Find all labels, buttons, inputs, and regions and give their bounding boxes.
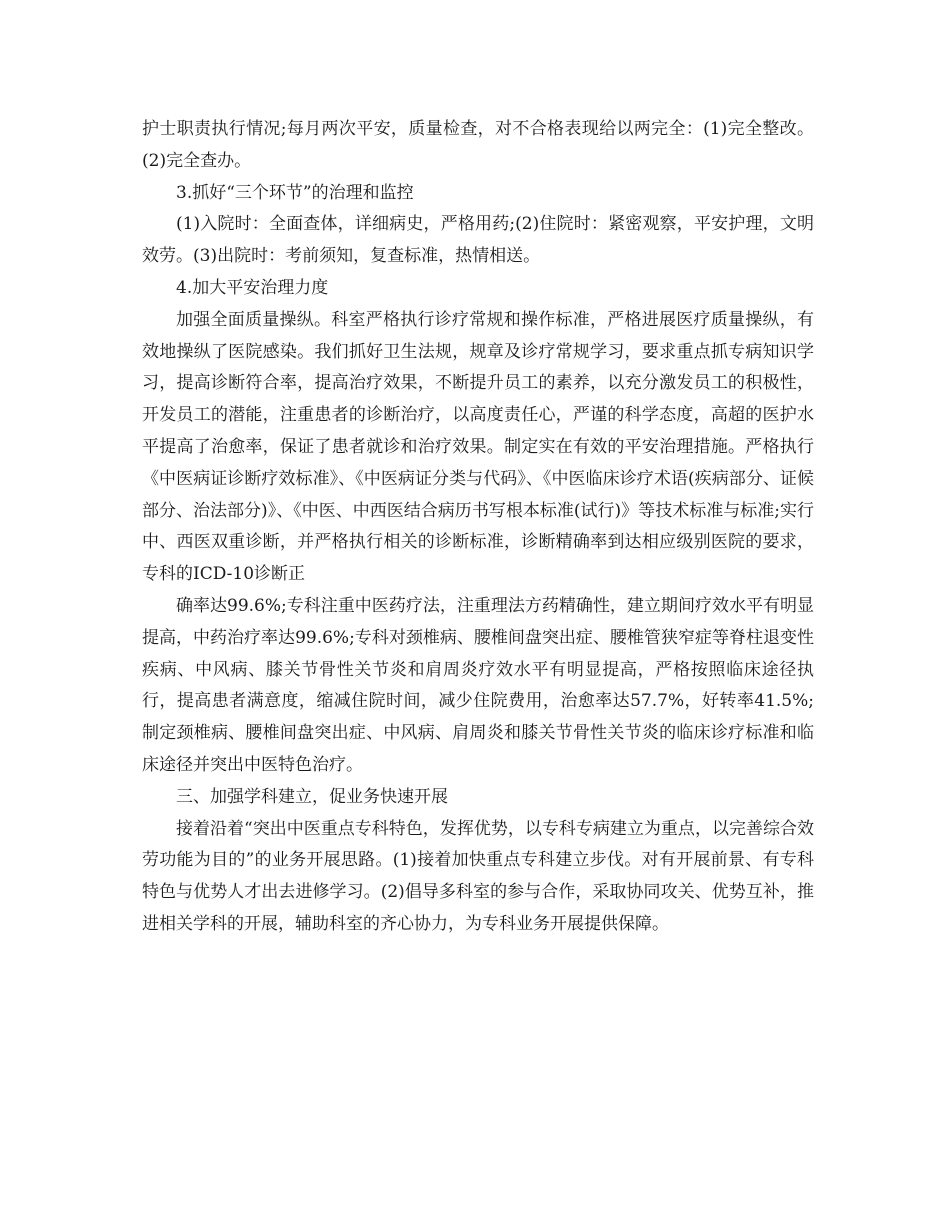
heading-discipline-building: 三、加强学科建立，促业务快速开展: [176, 786, 448, 807]
paragraph-nurse-duties: 护士职责执行情况;每月两次平安，质量检查，对不合格表现给以两完全：(1)完全整改。(2)完全查办。: [142, 119, 814, 171]
heading-safety-management: 4.加大平安治理力度: [176, 277, 329, 298]
document-body: [142, 114, 814, 941]
heading-three-links: 3.抓好“三个环节”的治理和监控: [176, 182, 414, 203]
paragraph-quality-control: 加强全面质量操纵。科室严格执行诊疗常规和操作标准，严格进展医疗质量操纵，有效地操纵了医院感染。我们抓好卫生法规，规章及诊疗常规学习，要求重点抓专病知识学习，提高诊断符合率，提高治疗效果，不断提升员工的素养，以充分激发员工的积极性，开发员工的潜能，注重患者的诊断治疗，以高度责任心，严谨的科学态度，高超的医护水平提高了治愈率，保证了患者就诊和治疗效果。制定实在有效的平安治理措施。严格执行《中医病证诊断疗效标准》、《中医病证分类与代码》、《中医临床诊疗术语(疾病部分、证候部分、治法部分)》、《中医、中西医结合病历书写根本标准(试行)》等技术标准与标准;实行中、西医双重诊断，并严格执行相关的诊断标准，诊断精确率到达相应级别医院的要求，专科的ICD-10诊断正: [142, 309, 814, 585]
paragraph-development-ideas: 接着沿着“突出中医重点专科特色，发挥优势，以专科专病建立为重点，以完善综合效劳功能为目的”的业务开展思路。(1)接着加快重点专科建立步伐。对有开展前景、有专科特色与优势人才出去进修学习。(2)倡导多科室的参与合作，采取协同攻关、优势互补，推进相关学科的开展，辅助科室的齐心协力，为专科业务开展提供保障。: [142, 818, 814, 934]
paragraph-admission-stages: (1)入院时：全面查体，详细病史，严格用药;(2)住院时：紧密观察，平安护理，文明效劳。(3)出院时：考前须知，复查标准，热情相送。: [142, 214, 814, 267]
paragraph-accuracy-rate: 确率达99.6%;专科注重中医药疗法，注重理法方药精确性，建立期间疗效水平有明显提高，中药治疗率达99.6%;专科对颈椎病、腰椎间盘突出症、腰椎管狭窄症等脊柱退变性疾病、中风病、膝关节骨性关节炎和肩周炎疗效水平有明显提高，严格按照临床途径执行，提高患者满意度，缩减住院时间，减少住院费用，治愈率达57.7%，好转率41.5%;制定颈椎病、腰椎间盘突出症、中风病、肩周炎和膝关节骨性关节炎的临床诊疗标准和临床途径并突出中医特色治疗。: [142, 595, 814, 775]
